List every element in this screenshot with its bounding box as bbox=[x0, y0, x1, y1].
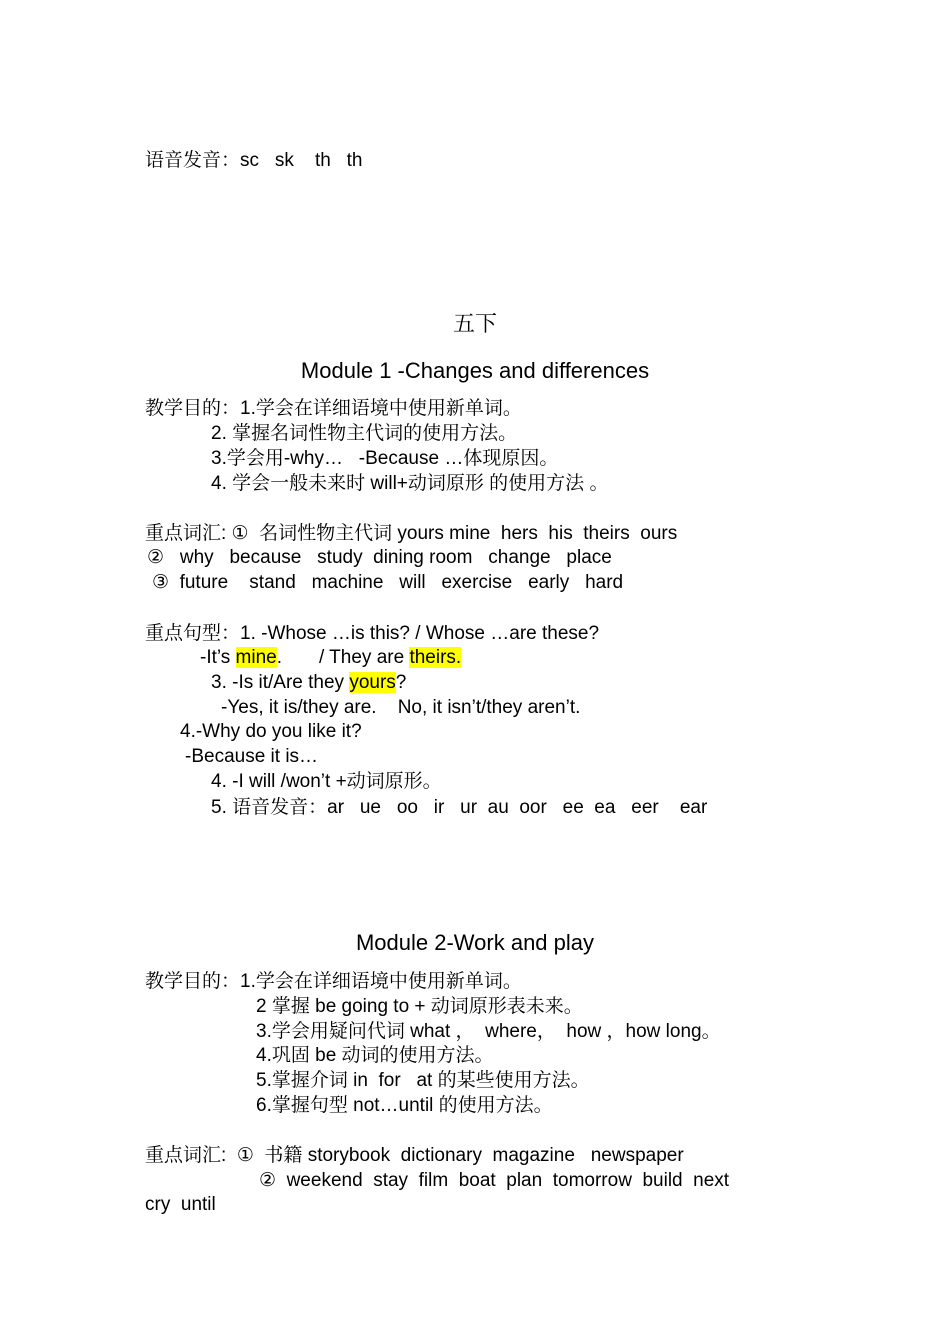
question-prefix: 3. -Is it/Are they bbox=[211, 672, 350, 693]
module2-title: Module 2-Work and play bbox=[355, 930, 595, 955]
module1-goal-4: 4. 学会一般未来时 will+动词原形 的使用方法 。 bbox=[211, 473, 609, 494]
module2-goal-4: 4.巩固 be 动词的使用方法。 bbox=[256, 1045, 494, 1066]
answer-middle: . / They are bbox=[276, 647, 410, 668]
module1-sentence-5: 4. -I will /won’t +动词原形。 bbox=[211, 771, 442, 792]
module1-sentence-1-answer bbox=[200, 646, 461, 670]
phonics-line: 语音发音：sc sk th th bbox=[145, 150, 363, 171]
module2-goal-6: 6.掌握句型 not…until 的使用方法。 bbox=[256, 1095, 553, 1116]
module1-vocab-3: ③ future stand machine will exercise early hard bbox=[152, 572, 624, 593]
module2-goal-2: 2 掌握 be going to + 动词原形表未来。 bbox=[256, 996, 583, 1017]
answer-prefix: -It’s bbox=[200, 647, 236, 668]
module1-goal-1: 教学目的：1.学会在详细语境中使用新单词。 bbox=[145, 398, 522, 419]
question-suffix: ? bbox=[395, 672, 407, 693]
module2-goal-1: 教学目的：1.学会在详细语境中使用新单词。 bbox=[145, 971, 522, 992]
highlight-yours: yours bbox=[349, 672, 396, 693]
highlight-mine: mine bbox=[235, 647, 277, 668]
module1-vocab-2: ② why because study dining room change place bbox=[147, 547, 612, 568]
module2-vocab-1: 重点词汇: ① 书籍 storybook dictionary magazine newspaper bbox=[145, 1145, 684, 1166]
module1-sentence-1: 重点句型：1. -Whose …is this? / Whose …are these? bbox=[145, 623, 600, 644]
grade-title: 五下 bbox=[452, 311, 497, 336]
highlight-theirs: theirs. bbox=[409, 647, 462, 668]
module2-goal-5: 5.掌握介词 in for at 的某些使用方法。 bbox=[256, 1070, 590, 1091]
module2-goal-3: 3.学会用疑问代词 what ， where， how ，how long。 bbox=[256, 1021, 721, 1042]
module1-sentence-3 bbox=[211, 671, 406, 695]
module1-goal-3: 3.学会用-why… -Because …体现原因。 bbox=[211, 448, 559, 469]
module1-title: Module 1 -Changes and differences bbox=[300, 358, 650, 383]
module1-sentence-4: 4.-Why do you like it? bbox=[180, 721, 362, 742]
module1-sentence-3-answer: -Yes, it is/they are. No, it isn’t/they aren’t. bbox=[221, 697, 581, 718]
module1-goal-2: 2. 掌握名词性物主代词的使用方法。 bbox=[211, 423, 518, 444]
module2-vocab-2: ② weekend stay film boat plan tomorrow build next bbox=[259, 1170, 730, 1191]
module1-sentence-6: 5. 语音发音：ar ue oo ir ur au oor ee ea eer ear bbox=[211, 797, 708, 818]
module1-sentence-4-answer: -Because it is… bbox=[185, 746, 319, 767]
module2-vocab-3: cry until bbox=[145, 1194, 216, 1215]
module1-vocab-1: 重点词汇: ① 名词性物主代词 yours mine hers his theirs ours bbox=[145, 523, 678, 544]
